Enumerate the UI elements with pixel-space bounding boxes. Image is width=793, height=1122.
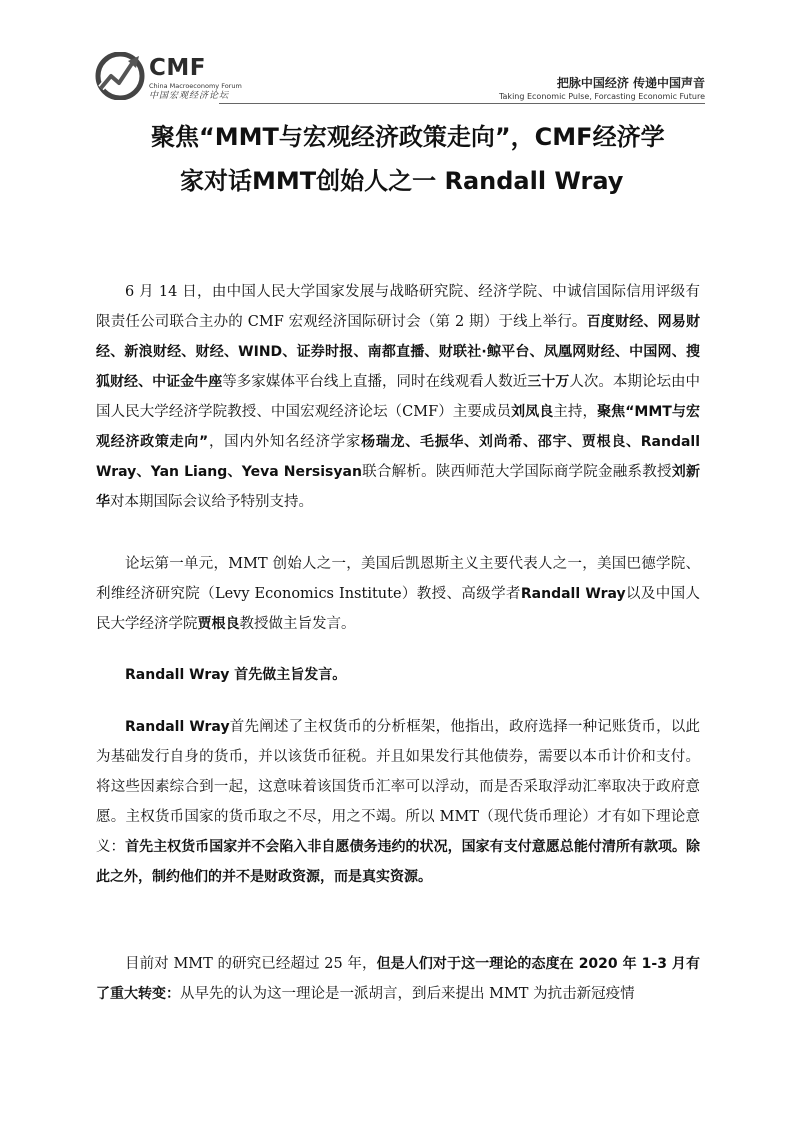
logo-text: CMF [149, 55, 206, 81]
logo-english-name: China Macroeconomy Forum [149, 82, 242, 90]
page-title-line-2: 家对话MMT创始人之一 Randall Wray [180, 167, 624, 195]
slogan-chinese: 把脉中国经济 传递中国声音 [556, 76, 705, 90]
logo-chinese-name: 中国宏观经济论坛 [149, 91, 230, 101]
header-divider [219, 103, 705, 104]
page-header [95, 52, 705, 104]
slogan-english: Taking Economic Pulse, Forcasting Economic Future [498, 92, 705, 101]
cmf-logo-icon [95, 52, 145, 100]
paragraph-sovereign-currency: Randall Wray首先阐述了主权货币的分析框架，他指出，政府选择一种记账货币，以此为基础发行自身的货币，并以该货币征税。并且如果发行其他债券，需要以本币计价和支付。将这些因素综合到一起，这意味着该国货币汇率可以浮动，而是否采取浮动汇率取决于政府意愿。主权货币国家的货币取之不尽，用之不竭。所以 MMT（现代货币理论）才有如下理论意义：首先主权货币国家并不会陷入非自愿债务违约的状况，国家有支付意愿总能付清所有款项。除此之外，制约他们的并不是财政资源，而是真实资源。 [96, 718, 701, 885]
paragraph-intro: 6 月 14 日，由中国人民大学国家发展与战略研究院、经济学院、中诚信国际信用评级有限责任公司联合主办的 CMF 宏观经济国际研讨会（第 2 期）于线上举行。百度财经、网易财经、新浪财经、财经、WIND、证券时报、南都直播、财联社·鲸平台、凤凰网财经、中国网、搜狐财经、中证金牛座等多家媒体平台线上直播，同时在线观看人数近三十万人次。本期论坛由中国人民大学经济学院教授、中国宏观经济论坛（CMF）主要成员刘凤良主持，聚焦“MMT与宏观经济政策走向”，国内外知名经济学家杨瑞龙、毛振华、刘尚希、邵宇、贾根良、Randall Wray、Yan Liang、Yeva Nersisyan联合解析。陕西师范大学国际商学院金融系教授刘新华对本期国际会议给予特别支持。 [96, 283, 701, 510]
paragraph-keynote-heading: Randall Wray 首先做主旨发言。 [125, 666, 347, 683]
paragraph-mmt-research: 目前对 MMT 的研究已经超过 25 年，但是人们对于这一理论的态度在 2020 年 1-3 月有了重大转变：从早先的认为这一理论是一派胡言，到后来提出 MMT 为抗击新冠疫情 [96, 955, 700, 1002]
paragraph-first-session: 论坛第一单元，MMT 创始人之一，美国后凯恩斯主义主要代表人之一，美国巴德学院、利维经济研究院（Levy Economics Institute）教授、高级学者Randall Wray以及中国人民大学经济学院贾根良教授做主旨发言。 [96, 555, 700, 632]
page-title-line-1: 聚焦“MMT与宏观经济政策走向”，CMF经济学 [151, 123, 665, 151]
